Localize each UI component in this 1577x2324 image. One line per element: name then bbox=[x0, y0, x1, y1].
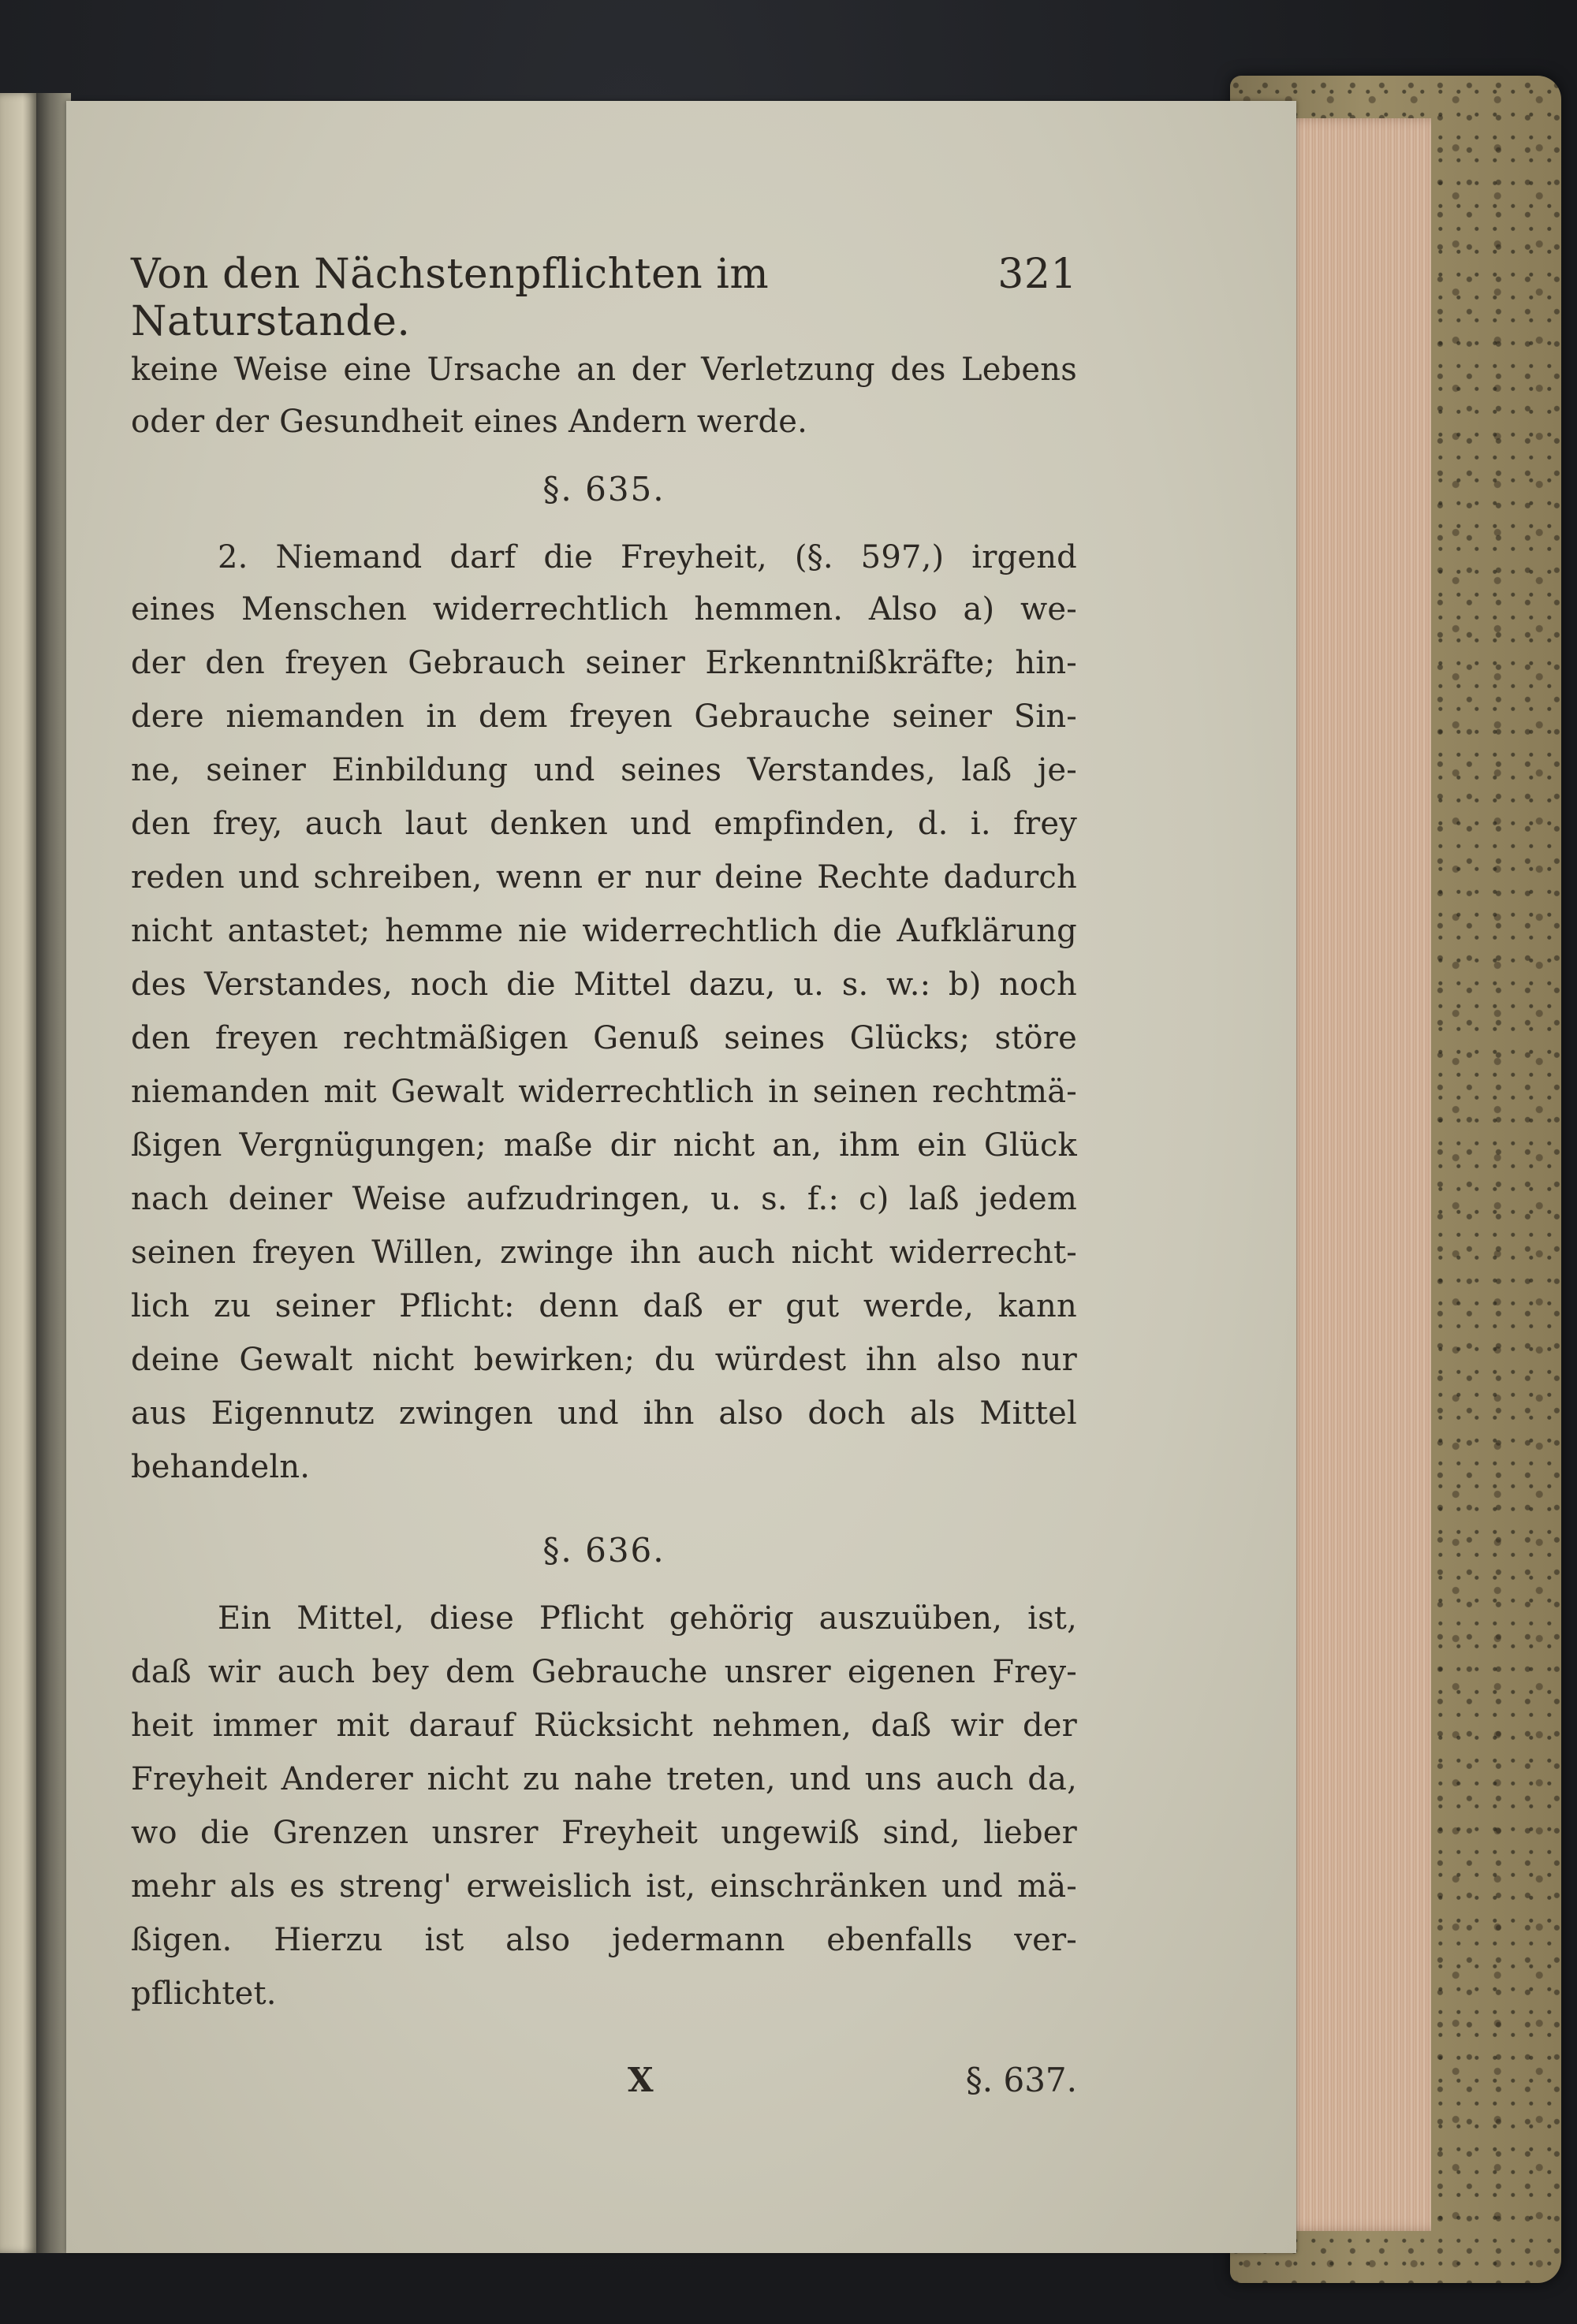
section-heading-636: §. 636. bbox=[542, 1531, 665, 1570]
page-footer bbox=[131, 2061, 1077, 2108]
text-line: Ein Mittel, diese Pflicht gehörig auszuüben, ist, bbox=[218, 1600, 1077, 1637]
text-line: lich zu seiner Pflicht: denn daß er gut werde, kann bbox=[131, 1288, 1077, 1324]
text-line: daß wir auch bey dem Gebrauche unsrer eigenen Frey- bbox=[131, 1654, 1077, 1690]
text-line: heit immer mit darauf Rücksicht nehmen, daß wir der bbox=[131, 1708, 1077, 1744]
text-line: nach deiner Weise aufzudringen, u. s. f.: c) laß jedem bbox=[131, 1181, 1077, 1217]
text-line: keine Weise eine Ursache an der Verletzung des Lebens bbox=[131, 352, 1077, 388]
text-line: eines Menschen widerrechtlich hemmen. Also a) we- bbox=[131, 591, 1077, 628]
section-heading-635: §. 635. bbox=[542, 470, 665, 508]
page-number: 321 bbox=[997, 251, 1077, 298]
text-line: seinen freyen Willen, zwinge ihn auch nicht widerrecht- bbox=[131, 1235, 1077, 1271]
text-line: ßigen. Hierzu ist also jedermann ebenfalls ver- bbox=[131, 1922, 1077, 1958]
text-line: den freyen rechtmäßigen Genuß seines Glücks; störe bbox=[131, 1020, 1077, 1056]
text-line: oder der Gesundheit eines Andern werde. bbox=[131, 404, 808, 440]
text-line: wo die Grenzen unsrer Freyheit ungewiß sind, lieber bbox=[131, 1815, 1077, 1851]
text-line: pflichtet. bbox=[131, 1976, 277, 2012]
text-line: den frey, auch laut denken und empfinden, d. i. frey bbox=[131, 806, 1077, 842]
text-line: ßigen Vergnügungen; maße dir nicht an, ihm ein Glück bbox=[131, 1127, 1077, 1164]
running-head-title: Von den Nächstenpflichten im Naturstande. bbox=[131, 251, 770, 345]
signature-mark: X bbox=[628, 2061, 654, 2099]
left-facing-page bbox=[0, 93, 38, 2253]
text-line: deine Gewalt nicht bewirken; du würdest ihn also nur bbox=[131, 1342, 1077, 1378]
catchword: §. 637. bbox=[965, 2061, 1077, 2099]
text-line: dere niemanden in dem freyen Gebrauche seiner Sin- bbox=[131, 698, 1077, 735]
text-line: nicht antastet; hemme nie widerrechtlich die Aufklärung bbox=[131, 913, 1077, 949]
text-line: aus Eigennutz zwingen und ihn also doch als Mittel bbox=[131, 1395, 1077, 1432]
text-line: niemanden mit Gewalt widerrechtlich in seinen rechtmä- bbox=[131, 1074, 1077, 1110]
running-head bbox=[131, 251, 1077, 345]
text-line: der den freyen Gebrauch seiner Erkenntnißkräfte; hin- bbox=[131, 645, 1077, 681]
text-line: mehr als es streng' erweislich ist, einschränken und mä- bbox=[131, 1868, 1077, 1905]
text-line: 2. Niemand darf die Freyheit, (§. 597,) irgend bbox=[218, 539, 1077, 575]
text-line: behandeln. bbox=[131, 1449, 311, 1485]
text-line: des Verstandes, noch die Mittel dazu, u. s. w.: b) noch bbox=[131, 966, 1077, 1003]
text-line: Freyheit Anderer nicht zu nahe treten, und uns auch da, bbox=[131, 1761, 1077, 1797]
text-line: reden und schreiben, wenn er nur deine Rechte dadurch bbox=[131, 859, 1077, 896]
text-line: ne, seiner Einbildung und seines Verstandes, laß je- bbox=[131, 752, 1077, 788]
